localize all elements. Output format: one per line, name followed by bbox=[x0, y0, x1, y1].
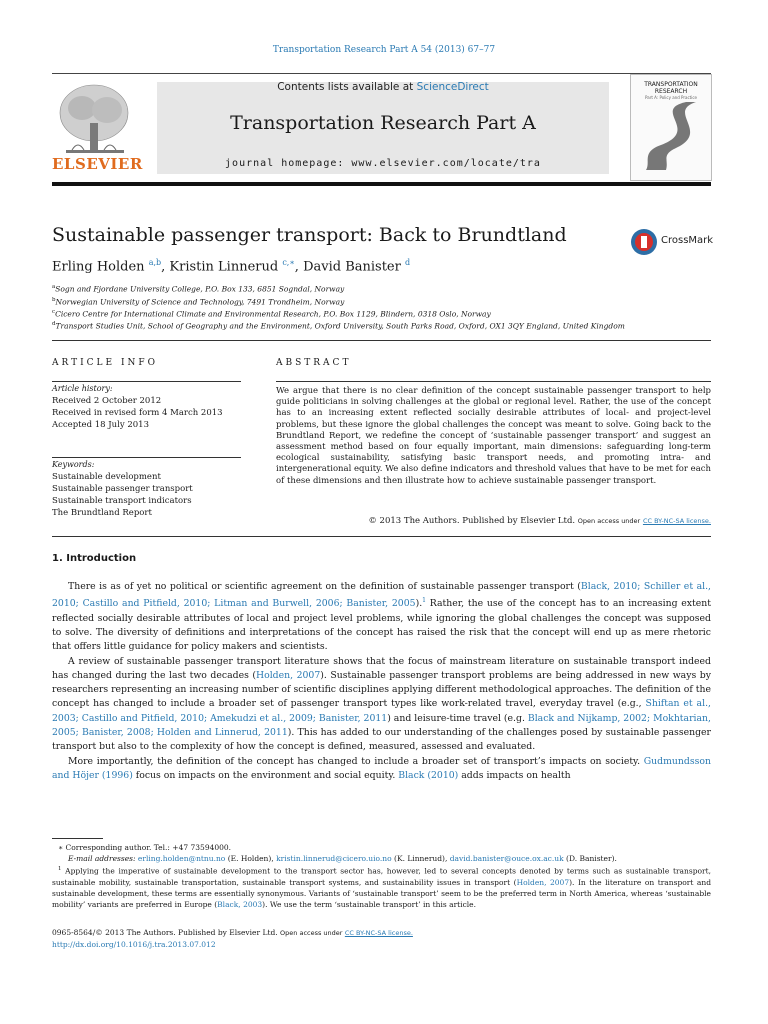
footnotes bbox=[52, 842, 711, 910]
journal-cover-thumbnail bbox=[630, 74, 712, 181]
footnote-rule bbox=[52, 838, 103, 839]
open-access-text: Open access under bbox=[577, 517, 641, 525]
keywords-rule bbox=[52, 457, 241, 458]
publisher-name: ELSEVIER bbox=[52, 155, 143, 173]
copyright-text: © 2013 The Authors. Published by Elsevier Ltd. bbox=[368, 516, 576, 526]
history-label: Article history: bbox=[52, 384, 113, 393]
citation-link[interactable]: Black, 2003 bbox=[217, 899, 263, 909]
journal-homepage[interactable]: journal homepage: www.elsevier.com/locate/tra bbox=[225, 158, 541, 169]
email-link[interactable]: kristin.linnerud@cicero.uio.no bbox=[276, 854, 392, 863]
section-divider bbox=[52, 340, 711, 341]
cover-road-graphic bbox=[631, 100, 709, 170]
keyword: The Brundtland Report bbox=[52, 508, 152, 518]
journal-reference[interactable]: Transportation Research Part A 54 (2013) 67–77 bbox=[272, 45, 496, 55]
article-info-rule bbox=[52, 381, 241, 382]
article-info-heading: ARTICLE INFO bbox=[52, 358, 159, 368]
citation-link[interactable]: Black and Nijkamp, 2002; Mokhtarian, 2005; Banister, 2008; Holden and Linnerud, 2011 bbox=[52, 712, 711, 739]
affiliation: $^b$Norwegian University of Science and Technology, 7491 Trondheim, Norway bbox=[52, 297, 345, 307]
author-name[interactable]: Erling Holden bbox=[52, 259, 145, 275]
cover-title-2: RESEARCH bbox=[654, 88, 688, 95]
footnote-ref[interactable]: 1 bbox=[422, 597, 426, 605]
keyword: Sustainable passenger transport bbox=[52, 484, 193, 494]
cover-subtitle: Part A: Policy and Practice bbox=[644, 95, 697, 100]
paragraph: There is as of yet no political or scientific agreement on the definition of sustainable passenger transport (Black, 2010; Schiller et al., 2010; Castillo and Pitfield, 2010; Litman and Burwell, 2006; Banister, 2005).$^1$ Rather, the use of the concept has to an increasing extent reflected socially desirable attributes of local and project level problems, while ignoring the global challenges the concept was supposed to solve. The diversity of definitions and interpretations of the concept has raised the risk that the concept will end up as mere rhetoric that offers little guidance for policy makers and scientists. bbox=[52, 581, 712, 653]
paragraph: More importantly, the definition of the concept has changed to include a broader set of transport’s impacts on society. Gudmundsson and Höjer (1996) focus on impacts on the environment and social equity. Black (2010) adds impacts on health bbox=[52, 755, 711, 781]
paragraph: A review of sustainable passenger transport literature shows that the focus of mainstream literature on sustainable transport indeed has changed during the last two decades (Holden, 2007). Sustainable passenger transport problems are being addressed in new ways by researchers representing an increasing number of scientific disciplines applying different methodological approaches. The definition of the concept has changed to include a broader set of passenger transport types like work-related travel, everyday travel (e.g., Shiftan et al., 2003; Castillo and Pitfield, 2010; Amekudzi et al., 2009; Banister, 2011) and leisure-time travel (e.g. Black and Nijkamp, 2002; Mokhtarian, 2005; Banister, 2008; Holden and Linnerud, 2011). This has added to our understanding of the challenges posed by sustainable passenger transport but also to the complexity of how the concept is defined, measured, assessed and evaluated. bbox=[52, 655, 711, 753]
abstract-heading: ABSTRACT bbox=[276, 358, 352, 368]
citation-link[interactable]: Black, 2010; Schiller et al., 2010; Castillo and Pitfield, 2010; Litman and Burwell, 2006; Banister, 2005 bbox=[52, 581, 711, 610]
affiliation: $^c$Cicero Centre for International Climate and Environmental Research, P.O. Box 1129, Blindern, 0318 Oslo, Norway bbox=[52, 309, 491, 319]
introduction-body bbox=[52, 580, 711, 783]
section-divider bbox=[52, 536, 711, 537]
author-list: Erling Holden $^{a,b}$, Kristin Linnerud $^{c,∗}$, David Banister $^d$ bbox=[52, 258, 411, 275]
crossmark-icon bbox=[630, 228, 658, 256]
citation-link[interactable]: Black (2010) bbox=[398, 769, 459, 781]
abstract-text: We argue that there is no clear definition of the concept sustainable passenger transport to help guide politicians in solving challenges at the global or regional level. Rather, the use of the concept has to an increasing extent reflected socially desirable attributes of local- and project-level problems, but these ignore the global challenges the concept was meant to solve. Going back to the Brundtland Report, we redefine the concept of ‘sustainable passenger transport’ and suggest an assessment method based on four equally important, main dimensions: safeguarding long-term ecological sustainability, satisfying basic transport needs, and promoting intra- and intergenerational equity. We also define indicators and threshold values that have to be met for each of these dimensions and then illustrate how to achieve sustainable passenger transport. bbox=[276, 386, 711, 486]
history-item: Accepted 18 July 2013 bbox=[52, 420, 149, 430]
citation-link[interactable]: Holden, 2007 bbox=[516, 877, 570, 887]
journal-title: Transportation Research Part A bbox=[230, 112, 536, 134]
corresponding-author-note: ∗ Corresponding author. Tel.: +47 73594000. bbox=[58, 843, 232, 852]
sciencedirect-link[interactable]: ScienceDirect bbox=[416, 81, 489, 93]
doi-link[interactable]: http://dx.doi.org/10.1016/j.tra.2013.07.012 bbox=[52, 940, 216, 949]
email-link[interactable]: david.banister@ouce.ox.ac.uk bbox=[449, 854, 564, 863]
crossmark-label: CrossMark bbox=[661, 235, 714, 246]
contents-line bbox=[157, 81, 609, 93]
cover-title-1: TRANSPORTATION bbox=[644, 81, 698, 88]
email-note: E-mail addresses: erling.holden@ntnu.no (E. Holden), kristin.linnerud@cicero.uio.no (K. Linnerud), david.banister@ouce.ox.ac.uk (D. Banister). bbox=[68, 854, 617, 863]
affiliation: $^d$Transport Studies Unit, School of Geography and the Environment, Oxford University, South Parks Road, Oxford, OX1 3QY England, United Kingdom bbox=[52, 321, 625, 331]
author-name[interactable]: Kristin Linnerud bbox=[169, 259, 279, 275]
license-link[interactable]: CC BY-NC-SA license. bbox=[642, 517, 711, 525]
citation-link[interactable]: Holden, 2007 bbox=[256, 669, 321, 681]
article-title: Sustainable passenger transport: Back to Brundtland bbox=[52, 224, 567, 246]
author-name[interactable]: David Banister bbox=[303, 259, 401, 275]
abstract-rule bbox=[276, 381, 711, 382]
keyword: Sustainable transport indicators bbox=[52, 496, 192, 506]
author-affil-mark[interactable]: d bbox=[404, 258, 411, 267]
author-affil-mark[interactable]: c,∗ bbox=[282, 258, 295, 267]
crossmark-badge[interactable] bbox=[630, 228, 714, 256]
history-item: Received in revised form 4 March 2013 bbox=[52, 408, 223, 418]
abstract-copyright bbox=[276, 516, 711, 526]
introduction-heading: 1. Introduction bbox=[52, 553, 137, 564]
keyword: Sustainable development bbox=[52, 472, 161, 482]
issn-line: 0965-8564/© 2013 The Authors. Published by Elsevier Ltd. Open access under CC BY-NC-SA license. bbox=[52, 928, 413, 937]
keywords-label: Keywords: bbox=[52, 460, 95, 469]
header-top-rule bbox=[52, 73, 711, 74]
history-item: Received 2 October 2012 bbox=[52, 396, 162, 406]
header-bottom-rule bbox=[52, 182, 711, 186]
citation-link[interactable]: Gudmundsson and Höjer (1996) bbox=[52, 755, 711, 781]
affiliation: $^a$Sogn and Fjordane University College, P.O. Box 133, 6851 Sogndal, Norway bbox=[52, 284, 345, 294]
email-link[interactable]: erling.holden@ntnu.no bbox=[137, 854, 226, 863]
contents-prefix: Contents lists available at bbox=[277, 81, 417, 93]
open-access-text: Open access under bbox=[280, 929, 343, 937]
citation-link[interactable]: Shiftan et al., 2003; Castillo and Pitfield, 2010; Amekudzi et al., 2009; Banister, 2011 bbox=[52, 698, 711, 724]
author-affil-mark[interactable]: a,b bbox=[148, 258, 162, 267]
license-link[interactable]: CC BY-NC-SA license. bbox=[344, 929, 413, 937]
footnote-1: $^1$ Applying the imperative of sustainable development to the transport sector has, however, led to several concepts denoted by terms such as sustainable transport, sustainable mobility, sustainable transportation, sustainable transport systems, and sustainability issues in transport (Holden, 2007). In the literature on transport and sustainable development, these terms are essentially synonymous. Variants of ‘sustainable transport’ seem to be the preferred term in North America, whereas ‘sustainable mobility’ variants are preferred in Europe (Black, 2003). We use the term ‘sustainable transport’ in this article. bbox=[52, 866, 712, 909]
